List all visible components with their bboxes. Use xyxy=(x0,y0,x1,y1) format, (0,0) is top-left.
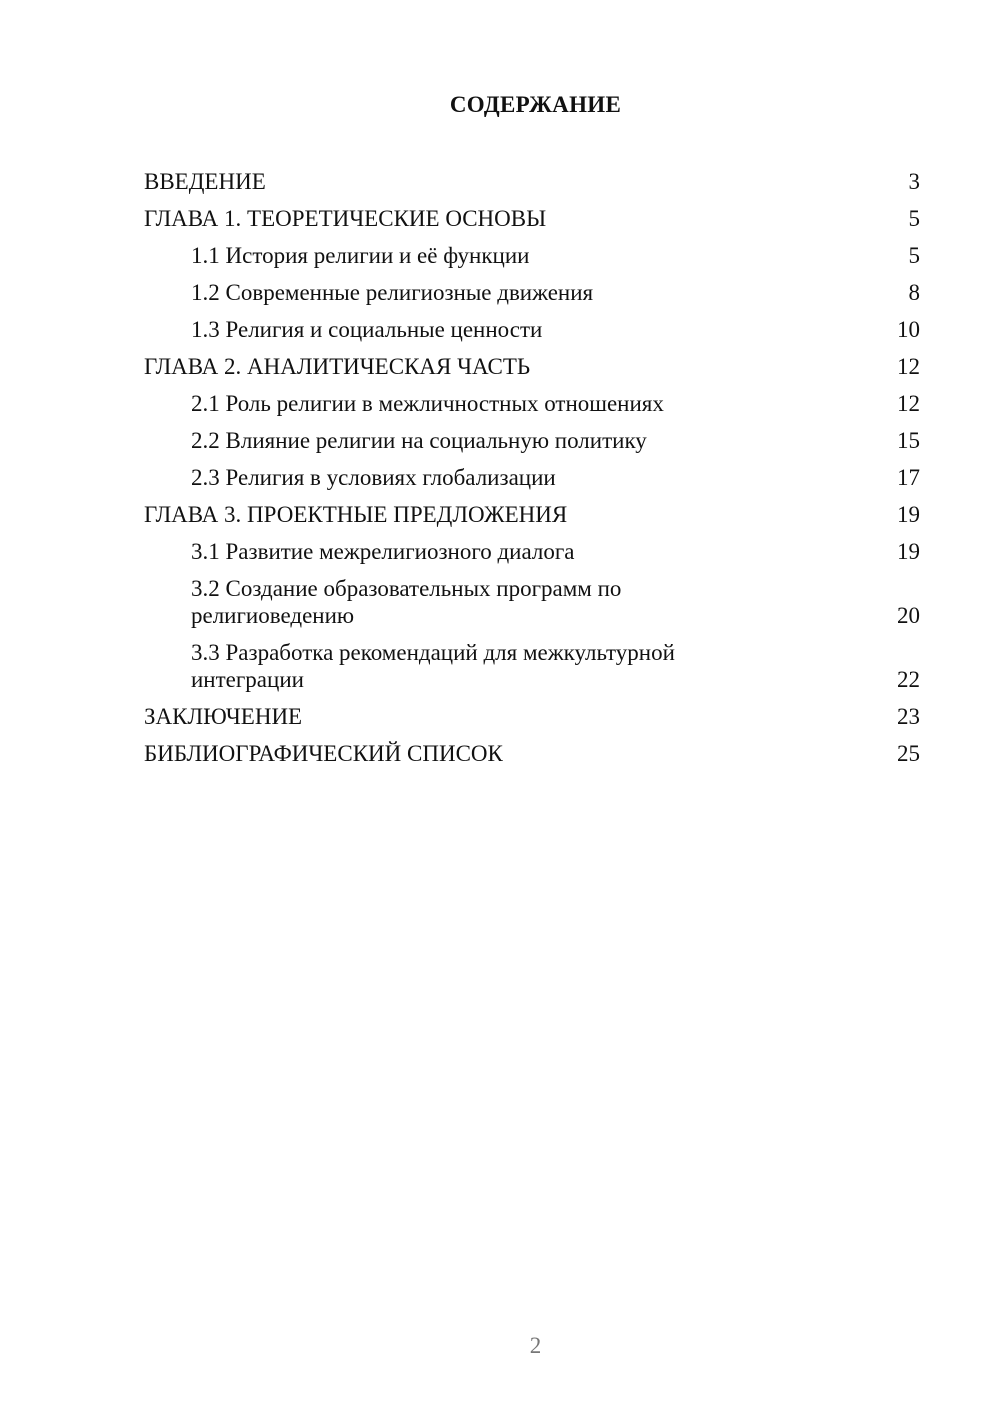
toc-entry-page: 5 xyxy=(908,243,920,268)
toc-entry-bibliography xyxy=(144,740,920,767)
toc-entry-text: 3.3 Разработка рекомендаций для межкультурной интеграции xyxy=(191,640,675,692)
toc-entry-page: 12 xyxy=(897,391,920,416)
toc-entry-section-1-3 xyxy=(144,316,920,343)
toc-entry-text: 1.2 Современные религиозные движения xyxy=(191,280,594,305)
toc-entry-conclusion xyxy=(144,703,920,730)
toc-entry-section-1-2 xyxy=(144,279,920,306)
toc-entry-text: ВВЕДЕНИЕ xyxy=(144,169,266,194)
toc-entry-section-2-1 xyxy=(144,390,920,417)
toc-entry-text: ЗАКЛЮЧЕНИЕ xyxy=(144,704,303,729)
toc-entry-text: ГЛАВА 2. АНАЛИТИЧЕСКАЯ ЧАСТЬ xyxy=(144,354,531,379)
toc-entry-page: 10 xyxy=(897,317,920,342)
toc-entry-page: 23 xyxy=(897,704,920,729)
toc-entry-page: 19 xyxy=(897,502,920,527)
page-number: 2 xyxy=(529,1333,542,1358)
table-of-contents xyxy=(144,168,920,777)
toc-entry-introduction xyxy=(144,168,920,195)
toc-entry-chapter-3 xyxy=(144,501,920,528)
toc-entry-page: 25 xyxy=(897,741,920,766)
toc-entry-page: 17 xyxy=(897,465,920,490)
toc-entry-text: 2.2 Влияние религии на социальную политику xyxy=(191,428,647,453)
toc-entry-text: 1.3 Религия и социальные ценности xyxy=(191,317,543,342)
toc-entry-section-3-1 xyxy=(144,538,920,565)
toc-entry-page: 12 xyxy=(897,354,920,379)
toc-entry-text: 3.2 Создание образовательных программ по религиоведению xyxy=(191,576,622,628)
toc-entry-text: 3.1 Развитие межрелигиозного диалога xyxy=(191,539,575,564)
toc-entry-section-2-3 xyxy=(144,464,920,491)
toc-entry-page: 20 xyxy=(897,603,920,628)
toc-entry-page: 8 xyxy=(908,280,920,305)
toc-entry-page: 19 xyxy=(897,539,920,564)
toc-entry-chapter-2 xyxy=(144,353,920,380)
toc-entry-text: ГЛАВА 3. ПРОЕКТНЫЕ ПРЕДЛОЖЕНИЯ xyxy=(144,502,568,527)
toc-entry-page: 3 xyxy=(908,169,920,194)
page-title: СОДЕРЖАНИЕ xyxy=(449,92,622,117)
toc-entry-text: БИБЛИОГРАФИЧЕСКИЙ СПИСОК xyxy=(144,741,503,766)
toc-entry-text: 2.1 Роль религии в межличностных отношениях xyxy=(191,391,664,416)
toc-entry-section-3-2 xyxy=(144,575,920,629)
toc-entry-page: 5 xyxy=(908,206,920,231)
toc-entry-section-2-2 xyxy=(144,427,920,454)
toc-entry-section-1-1 xyxy=(144,242,920,269)
toc-entry-text: 2.3 Религия в условиях глобализации xyxy=(191,465,556,490)
toc-entry-text: ГЛАВА 1. ТЕОРЕТИЧЕСКИЕ ОСНОВЫ xyxy=(144,206,547,231)
toc-entry-chapter-1 xyxy=(144,205,920,232)
toc-entry-section-3-3 xyxy=(144,639,920,693)
toc-entry-page: 22 xyxy=(897,667,920,692)
toc-entry-text: 1.1 История религии и её функции xyxy=(191,243,530,268)
toc-entry-page: 15 xyxy=(897,428,920,453)
